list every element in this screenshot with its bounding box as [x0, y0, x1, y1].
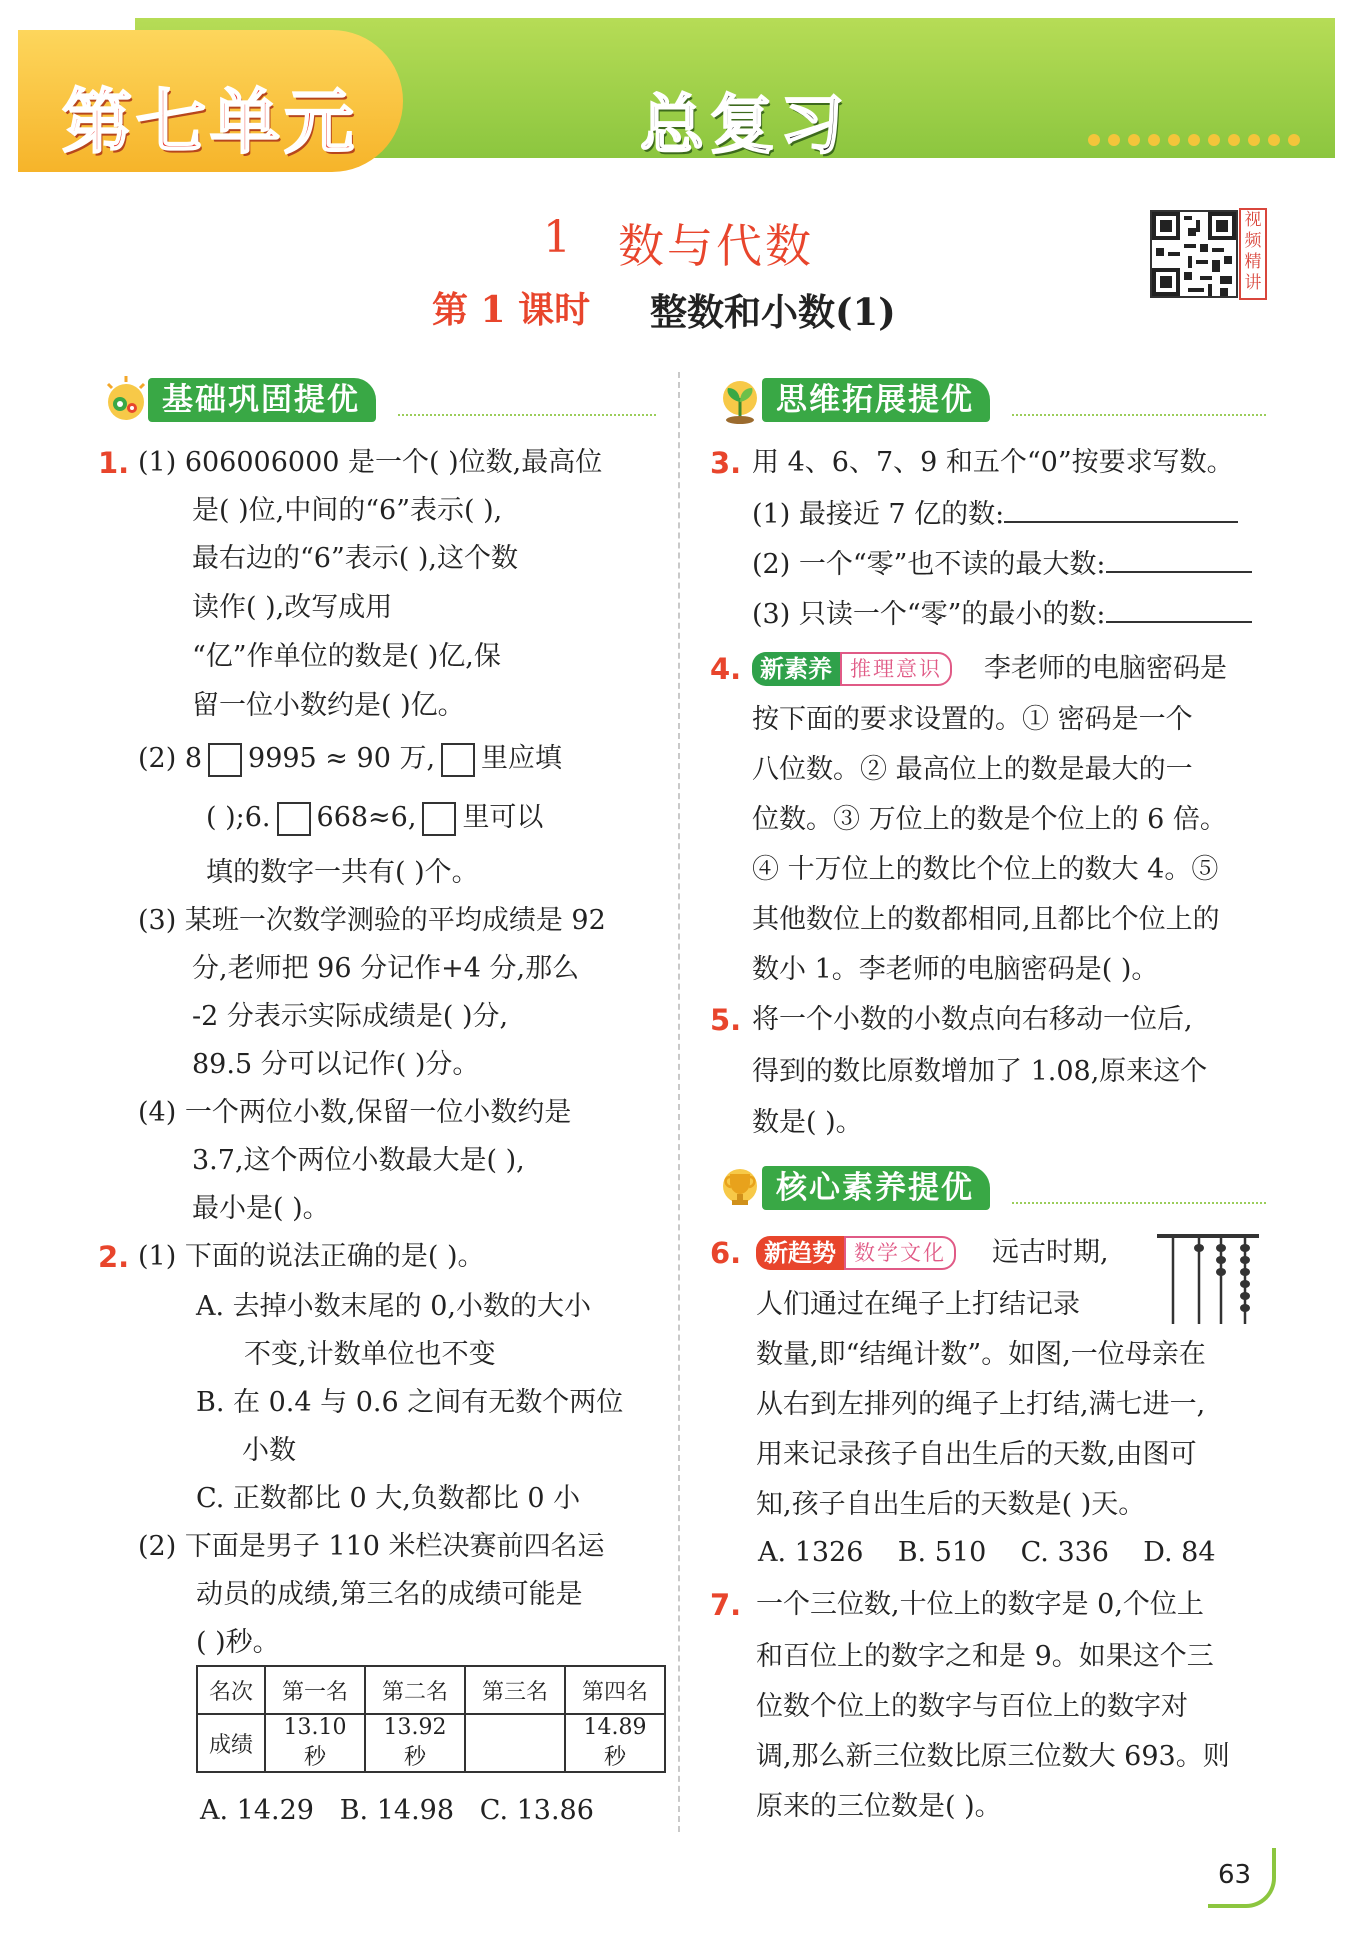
q1-text: 最右边的“6”表示( ),这个数 [192, 543, 519, 574]
q1-part3: 89.5 分可以记作( )分。 [192, 1049, 480, 1080]
q3-item: (2) 一个“零”也不读的最大数: [752, 548, 1252, 582]
q1-part3: -2 分表示实际成绩是( )分, [192, 1001, 509, 1032]
answer-box[interactable] [208, 743, 242, 777]
q6-text: 知,孩子自出生后的天数是( )天。 [756, 1489, 1146, 1520]
q2-part1: (1) 下面的说法正确的是( )。 [138, 1241, 485, 1272]
tag-badge: 新趋势 数学文化 [756, 1236, 956, 1270]
page-number: 63 [1218, 1860, 1252, 1890]
lesson-name: 整数和小数(1) [650, 290, 896, 334]
answer-line[interactable] [1106, 619, 1252, 623]
q6-text: 数量,即“结绳计数”。如图,一位母亲在 [756, 1339, 1206, 1370]
answer-box[interactable] [277, 802, 311, 836]
table-header: 第四名 [565, 1666, 665, 1714]
q3-item: (1) 最接近 7 亿的数: [752, 498, 1238, 532]
table-row-label: 成绩 [197, 1714, 265, 1772]
category-thinking-label: 思维拓展提优 [762, 378, 990, 422]
q7-text: 一个三位数,十位上的数字是 0,个位上 [756, 1589, 1204, 1620]
table-header: 名次 [197, 1666, 265, 1714]
column-divider [678, 372, 680, 1832]
q6-text: 远古时期, [992, 1237, 1109, 1268]
q2-part2: (2) 下面是男子 110 米栏决赛前四名运 [138, 1531, 605, 1562]
qr-code-icon[interactable] [1150, 210, 1238, 298]
category-basic-label: 基础巩固提优 [148, 378, 376, 422]
table-header: 第二名 [365, 1666, 465, 1714]
category-core [712, 1166, 1268, 1212]
q4-text: 八位数。② 最高位上的数是最大的一 [752, 754, 1193, 785]
q4-text: 李老师的电脑密码是 [984, 653, 1227, 684]
lesson-label: 第 1 课时 [432, 289, 591, 331]
page-title: 总复习 [640, 89, 850, 163]
question-number: 2. [98, 1240, 130, 1274]
category-thinking [712, 378, 1268, 424]
q3-stem: 用 4、6、7、9 和五个“0”按要求写数。 [752, 447, 1234, 478]
answer-line[interactable] [1106, 569, 1252, 573]
q6-text: 用来记录孩子自出生后的天数,由图可 [756, 1439, 1197, 1470]
trophy-icon [712, 1160, 768, 1216]
q1-part3: 分,老师把 96 分记作+4 分,那么 [192, 953, 580, 984]
question-number: 7. [710, 1588, 742, 1622]
q2-option-b[interactable]: B. 在 0.4 与 0.6 之间有无数个两位 [196, 1387, 624, 1418]
q1-part4: 3.7,这个两位小数最大是( ), [192, 1145, 525, 1176]
q7-text: 和百位上的数字之和是 9。如果这个三 [756, 1641, 1214, 1672]
question-number: 1. [98, 446, 130, 480]
table-header: 第一名 [265, 1666, 365, 1714]
tag-badge: 新素养 推理意识 [752, 652, 952, 686]
q1-text: 是( )位,中间的“6”表示( ), [192, 495, 503, 526]
q5-text: 得到的数比原数增加了 1.08,原来这个 [752, 1056, 1208, 1087]
q1-part4: 最小是( )。 [192, 1193, 330, 1224]
q1-text: (1) 606006000 是一个( )位数,最高位 [138, 447, 603, 478]
q7-text: 调,那么新三位数比原三位数大 693。则 [756, 1741, 1230, 1772]
q4-text: 位数。③ 万位上的数是个位上的 6 倍。 [752, 804, 1227, 835]
q5-text: 将一个小数的小数点向右移动一位后, [752, 1004, 1193, 1035]
q2-option-b: 小数 [242, 1435, 296, 1466]
q6-options: A. 1326 B. 510 C. 336 D. 84 [758, 1537, 1216, 1568]
video-lecture-label: 视 频 精 讲 [1239, 208, 1267, 300]
q1-part3: (3) 某班一次数学测验的平均成绩是 92 [138, 905, 606, 936]
decorative-dots [1088, 134, 1300, 146]
q1-text: 读作( ),改写成用 [192, 592, 393, 623]
q1-part4: (4) 一个两位小数,保留一位小数约是 [138, 1097, 572, 1128]
q2-option-a[interactable]: A. 去掉小数末尾的 0,小数的大小 [196, 1291, 592, 1322]
q4-text: ④ 十万位上的数比个位上的数大 4。⑤ [752, 854, 1219, 885]
knotted-ropes-figure [1157, 1232, 1259, 1324]
q2-options: A. 14.29 B. 14.98 C. 13.86 [200, 1795, 594, 1826]
table-cell: 14.89 秒 [565, 1714, 665, 1772]
question-number: 4. [710, 652, 742, 686]
q1-part2: (2) 8 9995 ≈ 90 万, 里应填 [138, 742, 562, 777]
q4-text: 数小 1。李老师的电脑密码是( )。 [752, 954, 1159, 985]
q5-text: 数是( )。 [752, 1107, 863, 1138]
sprout-icon [712, 372, 768, 428]
q2-option-a: 不变,计数单位也不变 [244, 1339, 496, 1370]
table-cell: 13.92 秒 [365, 1714, 465, 1772]
q2-part2: 动员的成绩,第三名的成绩可能是 [196, 1579, 583, 1610]
unit-title: 第七单元 [62, 81, 358, 163]
q4-text: 按下面的要求设置的。① 密码是一个 [752, 704, 1193, 735]
q6-text: 人们通过在绳子上打结记录 [756, 1289, 1080, 1320]
question-number: 6. [710, 1236, 742, 1270]
q2-part2: ( )秒。 [196, 1627, 280, 1658]
q7-text: 原来的三位数是( )。 [756, 1791, 1002, 1822]
q4-text: 其他数位上的数都相同,且都比个位上的 [752, 904, 1220, 935]
table-cell: 13.10 秒 [265, 1714, 365, 1772]
answer-box[interactable] [422, 802, 456, 836]
q1-part2: ( );6. 668≈6, 里可以 [206, 801, 543, 836]
table-cell [465, 1714, 565, 1772]
q1-part2: 填的数字一共有( )个。 [206, 857, 479, 888]
table-header: 第三名 [465, 1666, 565, 1714]
section-name: 数与代数 [618, 219, 814, 273]
category-basic [98, 378, 658, 424]
section-number: 1 [543, 212, 571, 263]
question-number: 3. [710, 446, 742, 480]
answer-box[interactable] [441, 743, 475, 777]
answer-line[interactable] [1004, 519, 1238, 523]
q2-option-c[interactable]: C. 正数都比 0 大,负数都比 0 小 [196, 1483, 581, 1514]
q1-text: “亿”作单位的数是( )亿,保 [192, 641, 501, 672]
results-table [196, 1665, 666, 1773]
q7-text: 位数个位上的数字与百位上的数字对 [756, 1691, 1188, 1722]
q6-text: 从右到左排列的绳子上打结,满七进一, [756, 1389, 1206, 1420]
question-number: 5. [710, 1003, 742, 1037]
gear-icon [98, 372, 154, 428]
category-core-label: 核心素养提优 [762, 1166, 990, 1210]
q3-item: (3) 只读一个“零”的最小的数: [752, 598, 1252, 632]
q1-text: 留一位小数约是( )亿。 [192, 690, 465, 721]
